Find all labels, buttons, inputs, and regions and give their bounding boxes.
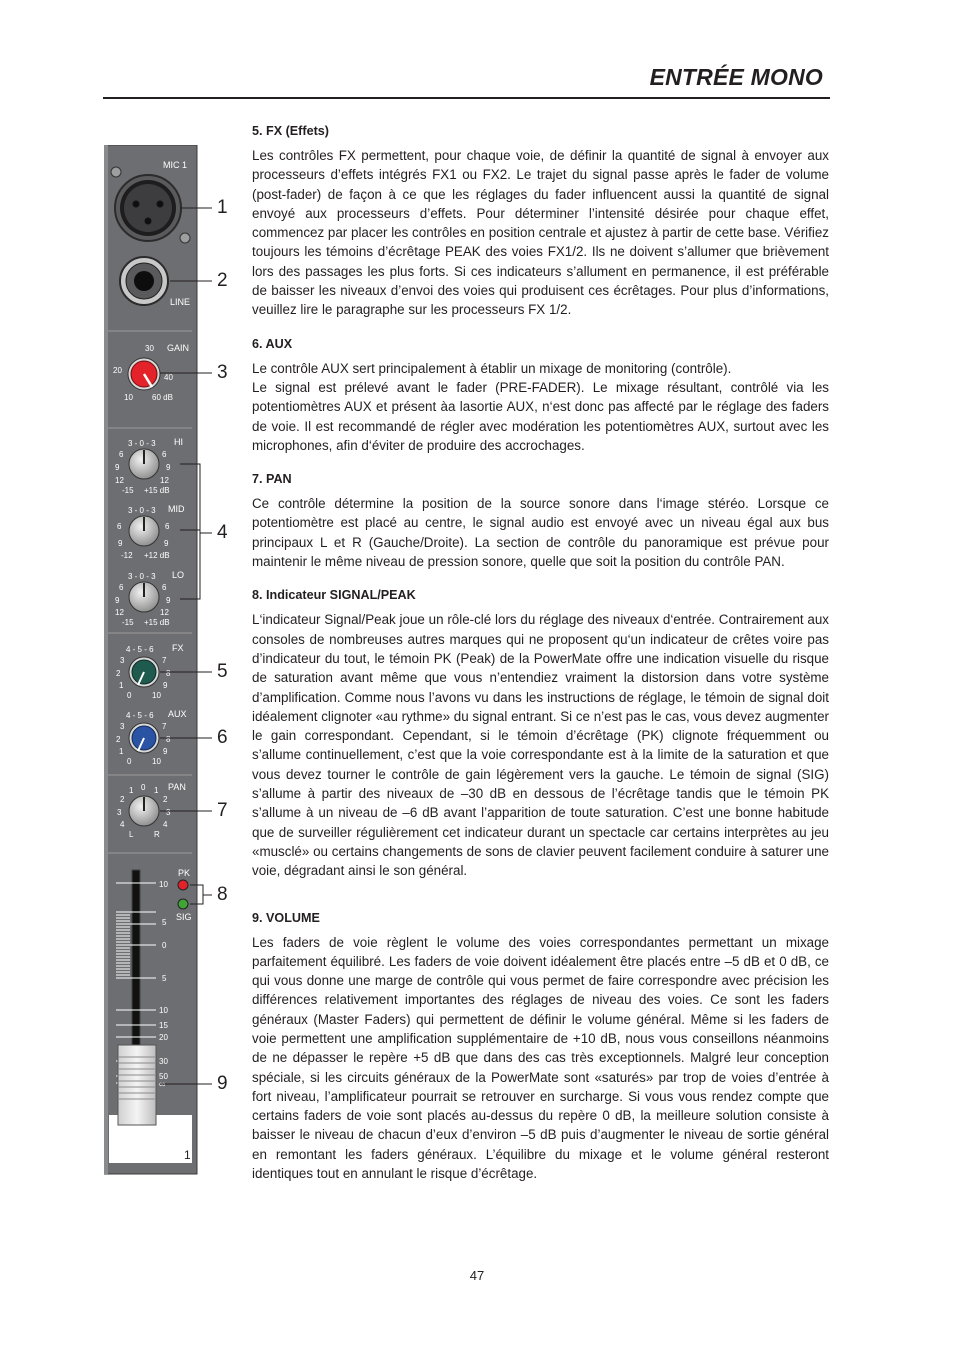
section-paragraph: Le signal est prélevé avant le fader (PRE-FADER). Le mixage résultant, contrôlé via les potentiomètres AUX et présent àa lasortie AUX, n‘est donc pas affecté par le réglage des faders de voie. Il est recommandé de régler avec modération les potentiomètres AUX, surtout avec les microphones, afin d‘éviter de produire des accrochages.: [252, 379, 829, 453]
section-fx: [252, 122, 829, 320]
section-heading: 9. VOLUME: [252, 910, 320, 925]
svg-text:3: 3: [120, 722, 125, 731]
svg-text:60 dB: 60 dB: [152, 393, 173, 402]
svg-text:6: 6: [162, 583, 167, 592]
page-title: ENTRÉE MONO: [649, 64, 823, 90]
svg-text:3 - 0 - 3: 3 - 0 - 3: [128, 572, 156, 581]
section-pan: [252, 470, 829, 571]
svg-text:3: 3: [166, 808, 171, 817]
section-aux: [252, 335, 829, 455]
pan-label: PAN: [168, 782, 186, 792]
svg-text:12: 12: [160, 608, 169, 617]
lo-label: LO: [172, 570, 185, 580]
sig-label: SIG: [176, 912, 192, 922]
svg-text:12: 12: [115, 608, 124, 617]
section-paragraph: Les contrôles FX permettent, pour chaque voie, de définir la quantité de signal à envoyer aux processeurs d’effets intégrés FX1 ou FX2. Le trajet du signal passe après le fader de volume (post-fader) de façon à ce que les réglages du fader influencent aussi la quantité de signal envoyé aux processeurs d’effets. Pour déterminer l’intensité désirée pour chaque effet, commencez par placer les contrôles en position centrale et ajustez à partir de cette base. Vérifiez toujours les témoins d’écrêtage PEAK des voies FX1/2. Ils ne doivent s’allumer que brièvement lors des passages les plus forts. Si ces indicateurs s’allument en permanence, il est préférable de baisser les niveaux d’envoi des voies qui produisent ces écrêtages. Pour plus d’informations, veuillez lire le paragraphe sur les processeurs FX 1/2.: [252, 148, 829, 318]
svg-text:12: 12: [160, 476, 169, 485]
svg-text:50: 50: [159, 1072, 168, 1081]
svg-text:9: 9: [166, 596, 171, 605]
svg-text:1: 1: [154, 786, 159, 795]
callout-4: 4: [217, 522, 228, 543]
svg-text:9: 9: [163, 747, 168, 756]
section-heading: 5. FX (Effets): [252, 124, 329, 138]
svg-text:4 - 5 - 6: 4 - 5 - 6: [126, 645, 154, 654]
svg-text:10: 10: [159, 1006, 168, 1015]
svg-text:7: 7: [162, 656, 167, 665]
svg-text:L: L: [129, 830, 134, 839]
section-signal-peak: [252, 586, 829, 880]
callout-1: 1: [217, 197, 228, 218]
svg-text:7: 7: [162, 722, 167, 731]
section-paragraph: Le contrôle AUX sert principalement à établir un mixage de monitoring (contrôle).: [252, 360, 732, 376]
section-heading: 6. AUX: [252, 336, 293, 351]
svg-text:-15: -15: [122, 486, 134, 495]
callout-8: 8: [217, 884, 228, 905]
svg-text:20: 20: [159, 1033, 168, 1042]
svg-text:-12: -12: [121, 551, 133, 560]
svg-text:4: 4: [163, 820, 168, 829]
svg-text:+15 dB: +15 dB: [144, 618, 170, 627]
svg-text:10: 10: [152, 757, 161, 766]
svg-text:6: 6: [119, 450, 124, 459]
svg-text:0: 0: [162, 941, 167, 950]
line-label: LINE: [170, 297, 191, 307]
svg-text:4 - 5 - 6: 4 - 5 - 6: [126, 711, 154, 720]
svg-text:6: 6: [119, 583, 124, 592]
svg-text:0: 0: [141, 783, 146, 792]
svg-text:6: 6: [162, 450, 167, 459]
svg-text:+15 dB: +15 dB: [144, 486, 170, 495]
body-text: [252, 122, 829, 1198]
svg-text:8: 8: [166, 735, 171, 744]
svg-text:0: 0: [127, 691, 132, 700]
svg-text:9: 9: [163, 681, 168, 690]
callout-6: 6: [217, 727, 228, 748]
svg-text:1: 1: [119, 747, 124, 756]
svg-text:2: 2: [116, 669, 121, 678]
section-volume: [252, 909, 829, 1184]
svg-text:2: 2: [116, 735, 121, 744]
svg-text:0: 0: [127, 757, 132, 766]
svg-text:40: 40: [164, 373, 173, 382]
svg-text:3: 3: [117, 808, 122, 817]
svg-text:3: 3: [120, 656, 125, 665]
svg-text:9: 9: [166, 463, 171, 472]
aux-label: AUX: [168, 709, 187, 719]
svg-text:6: 6: [117, 522, 122, 531]
svg-text:30: 30: [145, 344, 154, 353]
svg-text:9: 9: [115, 596, 120, 605]
section-heading: 7. PAN: [252, 472, 292, 487]
svg-text:9: 9: [118, 539, 123, 548]
mic-label: MIC 1: [163, 160, 188, 170]
svg-text:3 - 0 - 3: 3 - 0 - 3: [128, 506, 156, 515]
svg-text:6: 6: [165, 522, 170, 531]
gain-label: GAIN: [167, 343, 190, 353]
svg-text:10: 10: [152, 691, 161, 700]
svg-text:1: 1: [119, 681, 124, 690]
callout-5: 5: [217, 661, 228, 682]
callout-3: 3: [217, 362, 228, 383]
section-paragraph: Ce contrôle détermine la position de la source sonore dans l‘image stéréo. Lorsque ce potentiomètre est placé au centre, le signal audio est envoyé avec un niveau égal aux bus principaux L et R (Gauche/Droite). La section de contrôle du panoramique est prévue pour maintenir le même niveau de pression sonore, quelle que soit la position du contrôle PAN.: [252, 496, 829, 570]
pk-label: PK: [178, 868, 191, 878]
callout-7: 7: [217, 800, 228, 821]
section-heading: 8. Indicateur SIGNAL/PEAK: [252, 588, 416, 603]
svg-text:∞: ∞: [159, 1079, 166, 1089]
svg-text:2: 2: [120, 795, 125, 804]
svg-text:5: 5: [162, 918, 167, 927]
mid-label: MID: [168, 504, 185, 514]
channel-number: 1: [184, 1148, 191, 1162]
hi-label: HI: [174, 437, 183, 447]
page-number: 47: [469, 1268, 485, 1283]
fx-label: FX: [172, 643, 184, 653]
section-paragraph: Les faders de voie règlent le volume des voies correspondantes permettant un mixage parfaitement équilibré. Les faders de voie doivent idéalement être placés entre –5 dB et 0 dB, ce qui vous donne une marge de contrôle qui vous permet de faire correspondre avec précision les différences relativement importantes des réglages de niveau des voies. Ce sont les faders généraux (Master Faders) qui permettent de définir le volume général. Même si les faders de voie permettent une amplification supplémentaire de +10 dB, nous vous conseillons néanmoins de ne dépasser le repère +5 dB que dans des cas très exceptionnels. Malgré leur conception spéciale, si les circuits généraux de la PowerMate sont «saturés» par trop de voies d’entrée à fort niveau, l’amplificateur pourrait se retrouver en surcharge. Si vous vous rendez compte que certains faders de voie sont placés au-dessus du repère 0 dB, la meilleure solution consiste à baisser le niveau de chacun d’eux d’environ –5 dB puis d’augmenter le niveau de sortie général en remontant les faders généraux. L’équilibre du mixage et le volume général resteront identiques tout en annulant le risque d’écrêtage.: [252, 934, 829, 1182]
callout-9: 9: [217, 1073, 228, 1094]
svg-text:15: 15: [159, 1021, 168, 1030]
svg-text:30: 30: [159, 1057, 168, 1066]
svg-text:10: 10: [124, 393, 133, 402]
svg-text:4: 4: [120, 820, 125, 829]
svg-text:R: R: [154, 830, 160, 839]
svg-text:+12 dB: +12 dB: [144, 551, 170, 560]
svg-text:9: 9: [115, 463, 120, 472]
svg-text:8: 8: [166, 669, 171, 678]
svg-text:10: 10: [159, 880, 168, 889]
svg-text:-15: -15: [122, 618, 134, 627]
svg-text:20: 20: [113, 366, 122, 375]
svg-text:9: 9: [164, 539, 169, 548]
section-paragraph: L‘indicateur Signal/Peak joue un rôle-clé lors du réglage des niveaux d‘entrée. Contrairement aux consoles de nombreuses autres marques qui ne proposent qu‘un indicateur de crêtes voire pas d’indicateur du tout, le témoin PK (Peak) de la PowerMate offre une indication visuelle du risque de saturation avant même que vous n’entendiez vraiment la distorsion dans votre système d’amplification. Comme nous l’avons vu dans les instructions de réglage, le témoin de signal doit idéalement clignoter «au rythme» du signal entrant. Si ce n’est pas le cas, vous devez augmenter le gain correspondant. Cependant, si le témoin d’écrêtage (PK) clignote fréquemment ou s’allume continuellement, c’est que la voie correspondante est à la limite de la saturation et que vous devez tourner le contrôle de gain légèrement vers la gauche. Le témoin de signal (SIG) s’allume à partir des niveaux de –30 dB en dessous de l’écrêtage tandis que le témoin PK s’allume à un niveau de –6 dB avant l’apparition de toute saturation. C’est une bonne habitude que de surveiller régulièrement cet indicateur durant un spectacle car certains interprètes au jeu «musclé» ou certains changements de sons de clavier peuvent facilement conduire à saturer une voie, dégradant ainsi le son général.: [252, 612, 829, 879]
svg-text:12: 12: [115, 476, 124, 485]
callout-2: 2: [217, 270, 228, 291]
svg-text:3 - 0 - 3: 3 - 0 - 3: [128, 439, 156, 448]
svg-text:5: 5: [162, 974, 167, 983]
svg-text:2: 2: [163, 795, 168, 804]
svg-text:1: 1: [129, 786, 134, 795]
